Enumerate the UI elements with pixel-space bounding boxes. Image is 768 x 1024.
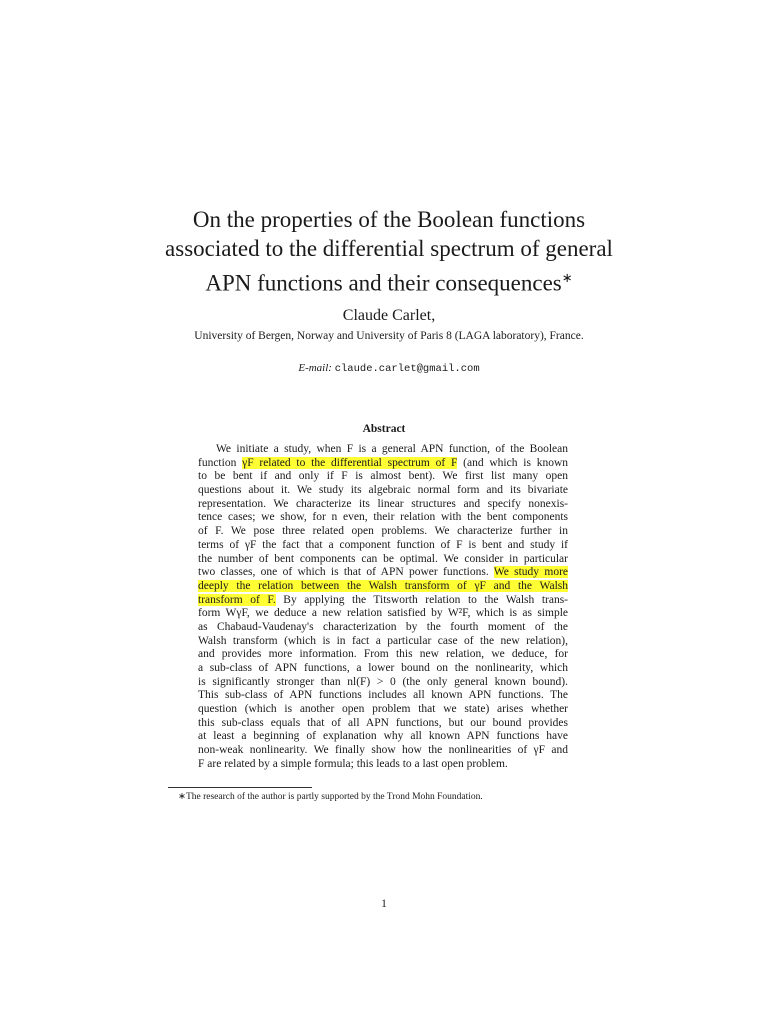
abstract-text: F are related by a simple formula; this leads to a last open problem. [198,757,508,770]
abstract-line [198,648,568,662]
abstract-line [198,539,568,553]
abstract-text: (and which is known [457,456,569,469]
abstract-text: the number of bent components can be optimal. We consider in particular [198,552,568,565]
abstract-text: questions about it. We study its algebraic normal form and its bivariate [198,484,568,497]
abstract-line [198,525,568,539]
abstract-line [198,607,568,621]
title-line: On the properties of the Boolean functions [192,207,586,232]
title-line [150,263,628,298]
abstract-text: to be bent if and only if F is almost bent). We first list many open [198,470,568,483]
abstract-text: tence cases; we show, for n even, their relation with the bent components [198,511,568,524]
abstract-line [198,553,568,567]
abstract-text: as Chabaud-Vaudenay's characterization by the fourth moment of the [198,620,568,633]
footnote-divider [168,787,312,788]
email-address[interactable]: claude.carlet@gmail.com [334,363,480,375]
title-line: associated to the differential spectrum of general [165,236,613,261]
abstract-text: By applying the Titsworth relation to the Walsh trans- [275,593,569,606]
abstract-text: This sub-class of APN functions includes all known APN functions. The [198,689,568,702]
highlighted-text[interactable]: deeply the relation between the Walsh transform of γF and the Walsh [198,579,568,592]
abstract-line [198,484,568,498]
abstract-line [198,689,568,703]
abstract-line [198,717,568,731]
abstract-line [198,758,568,772]
footnote: ∗The research of the author is partly supported by the Trond Mohn Foundation. [178,792,483,802]
highlighted-text[interactable]: We study more [493,566,568,579]
abstract-line [198,744,568,758]
abstract-text: We initiate a study, when F is a general APN function, of the Boolean [216,443,568,455]
abstract-text: a sub-class of APN functions, a lower bound on the nonlinearity, which [198,662,568,674]
abstract-body [198,443,568,772]
abstract-line [198,594,568,608]
abstract-text: representation. We characterize its linear structures and specify nonexis- [198,497,568,510]
abstract-line [198,457,568,471]
abstract-line [198,703,568,717]
author-affiliation: University of Bergen, Norway and University of Paris 8 (LAGA laboratory), France. [194,330,584,342]
title-line-text: APN functions and their consequences [205,270,562,296]
abstract-text: function [198,456,243,469]
highlighted-text[interactable]: γF related to the differential spectrum of F [242,456,458,469]
abstract-line [198,470,568,484]
abstract-line [198,511,568,525]
abstract-line [198,730,568,744]
abstract-line [198,662,568,676]
author-email [0,362,768,375]
highlighted-text[interactable]: transform of F. [198,593,276,606]
abstract-text: terms of γF the fact that a component function of F is bent and study if [198,538,568,551]
author-name: Claude Carlet, [342,307,436,324]
abstract-line [198,676,568,690]
abstract-line [198,580,568,594]
abstract-line [198,566,568,580]
abstract-text: is significantly stronger than nl(F) > 0 (the only general known bound). [198,675,568,688]
abstract-line [198,498,568,512]
abstract-text: and provides more information. From this new relation, we deduce, for [198,648,568,661]
abstract-text: at least a beginning of explanation why all known APN functions have [198,730,568,743]
paper-title [150,205,628,298]
email-label: E-mail: [298,362,332,374]
abstract-text: form WγF, we deduce a new relation satisfied by W²F, which is as simple [198,607,568,620]
abstract-line [198,635,568,649]
abstract-line [198,443,568,457]
abstract-line [198,621,568,635]
abstract-text: this sub-class equals that of all APN functions, but our bound provides [198,716,568,729]
abstract-text: non-weak nonlinearity. We finally show how the nonlinearities of γF and [198,744,568,757]
abstract-heading: Abstract [362,423,406,435]
abstract-text: of F. We pose three related open problems. We characterize further in [198,525,568,538]
abstract-text: two classes, one of which is that of APN power functions. [198,566,494,579]
title-footnote-mark[interactable]: ∗ [561,270,573,285]
page-number: 1 [381,898,387,910]
abstract-text: question (which is another open problem that we state) arises whether [198,703,568,716]
abstract-text: Walsh transform (which is in fact a particular case of the new relation), [198,634,568,647]
